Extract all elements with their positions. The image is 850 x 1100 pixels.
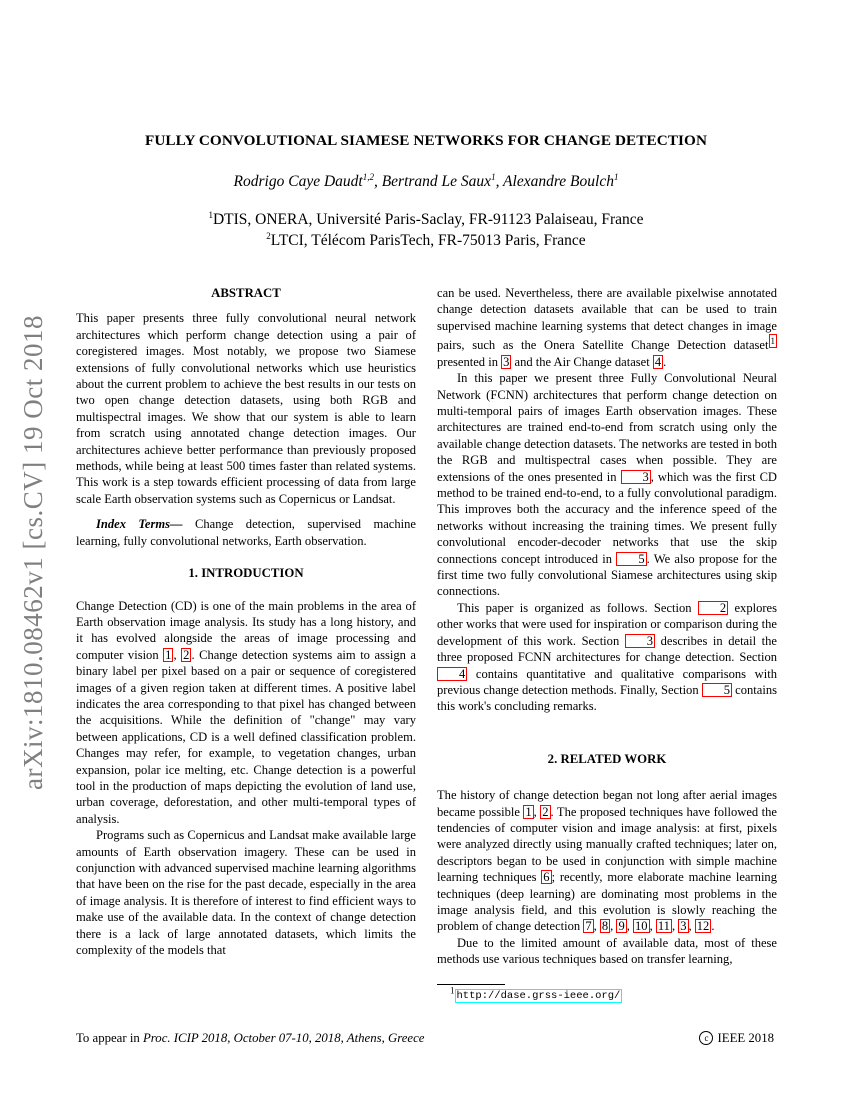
author-name: Alexandre Boulch	[503, 173, 614, 190]
author-affil-mark: 1	[613, 171, 619, 182]
text-run: contains quantitative and qualitative comparisons with previous change detection methods. Finally, Section	[437, 666, 777, 697]
venue-name: Proc. ICIP 2018, October 07-10, 2018, Athens, Greece	[142, 1031, 425, 1045]
abstract-text: This paper presents three fully convolutional neural network architectures which perform change detection using a pair of coregistered images. Most notably, we propose two Siamese extensions of fully convolutional networks which use heuristics about the current problem to achieve the best results in our tests on two open change detection datasets, using both RGB and multispectral images. We show that our system is able to learn from scratch using annotated change detection images. Our architectures achieve better performance than previously proposed methods, while being at least 500 times faster than related systems. This work is a step towards efficient processing of data from large scale Earth observation systems such as Copernicus or Landsat.	[76, 311, 416, 506]
section-link[interactable]: 4	[437, 667, 467, 681]
author-affil-mark: 1	[491, 171, 496, 182]
citation-link[interactable]: 3	[680, 919, 687, 934]
citation-link[interactable]: 1	[525, 804, 532, 819]
index-terms-label: Index Terms—	[96, 517, 183, 532]
footnote-mark: 1	[450, 985, 455, 996]
left-column	[76, 285, 416, 958]
author-affil-mark: 1,2	[362, 171, 374, 182]
footnote-divider	[437, 984, 505, 985]
affiliation-line	[76, 209, 776, 230]
affil-text: LTCI, Télécom ParisTech, FR-75013 Paris, France	[270, 232, 586, 249]
section-link[interactable]: 5	[702, 683, 732, 697]
text-run: The history of change detection began not long after aerial images became possible	[437, 788, 777, 819]
affil-text: DTIS, ONERA, Université Paris-Saclay, FR-91123 Palaiseau, France	[212, 211, 644, 228]
copyright-icon: c	[699, 1031, 713, 1045]
text-run: Change Detection (CD) is one of the main problems in the area of Earth observation image analysis. Its study has a long history, and it has evolved alongside the areas of image processing and computer vision	[76, 598, 416, 662]
related-work-heading: 2. RELATED WORK	[547, 751, 667, 766]
footnote	[450, 985, 622, 1002]
intro-paragraph-4	[437, 600, 777, 715]
text-run: describes in detail the three proposed FCNN architectures for change detection. Section	[437, 633, 777, 665]
related-paragraph-2: Due to the limited amount of available data, most of these methods use various techniques based on transfer learning,	[437, 935, 777, 967]
citation-link[interactable]: 2	[183, 647, 190, 662]
index-terms-text: Change detection, supervised machine learning, fully convolutional networks, Earth observation.	[76, 517, 416, 548]
text-run: . The proposed techniques have followed the tendencies of computer vision and image analysis: at first, pixels were analyzed directly using manually crafted techniques; later on, descriptors began to be used in conjunction with simple machine learning techniques	[437, 804, 777, 885]
citation-link[interactable]: 11	[657, 919, 670, 934]
venue-footer	[76, 1031, 424, 1046]
citation-link[interactable]: 12	[696, 919, 710, 934]
citation-link[interactable]: 2	[542, 804, 549, 819]
affiliations	[76, 209, 776, 251]
index-terms	[76, 516, 416, 549]
venue-prefix: To appear in	[76, 1031, 143, 1045]
author-name: Bertrand Le Saux	[381, 173, 492, 190]
text-run: explores other works that were used for inspiration or comparison during the development of this work. Section	[437, 600, 777, 648]
footnote-url-link[interactable]: http://dase.grss-ieee.org/	[456, 990, 621, 1002]
affil-mark: 2	[266, 230, 271, 241]
paper-title: FULLY CONVOLUTIONAL SIAMESE NETWORKS FOR CHANGE DETECTION	[144, 132, 708, 149]
citation-link[interactable]: 6	[543, 870, 550, 885]
text-run: This paper is organized as follows. Section	[457, 600, 698, 615]
citation-link[interactable]: 10	[635, 919, 648, 934]
text-run: contains this work's concluding remarks.	[437, 682, 777, 714]
intro-paragraph-2-continued	[437, 285, 777, 370]
text-run: . Change detection systems aim to assign a binary label per pixel based on a pair or sequence of coregistered images of a given region taken at different times. A positive label indicates the area corresponding to that pixel has changed between the acquisitions. While the definition of "change" may vary between applications, CD is a well defined classification problem. Changes may refer, for example, to vegetation changes, urban expansion, polar ice melting, etc. Change detection is a powerful tool in the production of maps depicting the evolution of land use, urban coverage, deforestation, and other multi-temporal types of analysis.	[76, 647, 416, 826]
text-run: In this paper we present three Fully Convolutional Neural Network (FCNN) architectures that perform change detection on multi-temporal pairs of images Earth observation images. These architectures are trained end-to-end from scratch using only the available change detection datasets. The networks are tested in both the RGB and multispectral cases when possible. They are extensions of the ones presented in	[437, 371, 777, 484]
right-column	[437, 285, 777, 968]
text-run: .	[711, 919, 715, 934]
copyright-text: IEEE 2018	[717, 1031, 774, 1045]
section-link[interactable]: 2	[698, 601, 728, 615]
abstract-heading: ABSTRACT	[211, 286, 281, 300]
text-run: . We also propose for the first time two fully convolutional Siamese architectures using skip connections.	[437, 551, 777, 599]
citation-link[interactable]: 4	[654, 354, 662, 369]
intro-paragraph-1: Change Detection (CD) is one of the main problems in the area of Earth observation image analysis. Its study has a long history, and it has evolved alongside the areas of image processing and computer vision 1 , 2 . Change detection systems aim to assign a binary label per pixel based on a pair or sequence of coregistered images of a given region taken at different times. A positive label indicates the area corresponding to that pixel has changed between the acquisitions. While the definition of "change" may vary between applications, CD is a well defined classification problem. Changes may refer, for example, to vegetation changes, urban expansion, polar ice melting, etc. Change detection is a powerful tool in the production of maps depicting the evolution of land use, urban coverage, deforestation, and other multi-temporal types of analysis.	[76, 598, 416, 826]
copyright-footer	[699, 1031, 774, 1046]
text-run: and the Air Change dataset	[511, 354, 653, 369]
footnote-link[interactable]: 1	[770, 336, 775, 347]
citation-link[interactable]: 5	[616, 552, 646, 566]
text-run: can be used. Nevertheless, there are available pixelwise annotated change detection datasets available that can be used to train supervised machine learning systems that detect changes in image pairs, such as the Onera Satellite Change Detection dataset	[437, 286, 777, 353]
text-run: .	[663, 354, 667, 369]
citation-link[interactable]: 7	[585, 919, 592, 934]
section-link[interactable]: 3	[625, 634, 655, 648]
citation-link[interactable]: 9	[618, 919, 625, 934]
text-run: ; recently, more elaborate machine learning techniques (deep learning) are dominating most problems in the image analysis field, and this evolution is slowly reaching the problem of change detection	[437, 870, 777, 934]
citation-group: 7 , 8 , 9 , 10 , 11 , 3 , 12	[585, 919, 710, 934]
citation-link[interactable]: 3	[621, 470, 651, 484]
citation-link[interactable]: 3	[503, 354, 510, 369]
related-paragraph-1: The history of change detection began not long after aerial images became possible 1 , 2 . The proposed techniques have followed the tendencies of computer vision and image analysis: at first, pixels were analyzed directly using manually crafted techniques; later on, descriptors began to be used in conjunction with simple machine learning techniques 6 ; recently, more elaborate machine learning techniques (deep learning) are dominating most problems in the image analysis field, and this evolution is slowly reaching the problem of change detection 7 , 8 , 9 , 10 , 11 , 3 , 12 .	[437, 788, 777, 934]
author-list: Rodrigo Caye Daudt$^{1,2}$, Bertrand Le Saux$^1$, Alexandre Boulch$^1$	[233, 171, 619, 190]
citation-link[interactable]: 8	[601, 919, 609, 934]
citation-link[interactable]: 1	[165, 647, 172, 662]
arxiv-identifier-stamp: arXiv:1810.08462v1 [cs.CV] 19 Oct 2018	[18, 315, 48, 790]
affiliation-line	[76, 230, 776, 251]
author-name: Rodrigo Caye Daudt	[233, 173, 363, 190]
intro-paragraph-2: Programs such as Copernicus and Landsat make available large amounts of Earth observation imagery. These can be used in conjunction with advanced supervised machine learning algorithms that have been on the rise for the past decade, especially in the area of image analysis. It is therefore of interest to find efficient ways to make use of the available data. In the context of change detection there is a lack of large annotated datasets, which limits the complexity of the models that	[76, 828, 416, 958]
text-run: , which was the first CD method to be trained end-to-end, to a fully convolutional paradigm. This improves both the accuracy and the inference speed of the networks without increasing the training times. We present fully convolutional encoder-decoder networks that use the skip connections concept introduced in	[437, 469, 777, 566]
text-run: presented in	[437, 354, 502, 369]
intro-paragraph-3	[437, 370, 777, 600]
introduction-heading: 1. INTRODUCTION	[188, 566, 304, 581]
affil-mark: 1	[208, 209, 213, 220]
